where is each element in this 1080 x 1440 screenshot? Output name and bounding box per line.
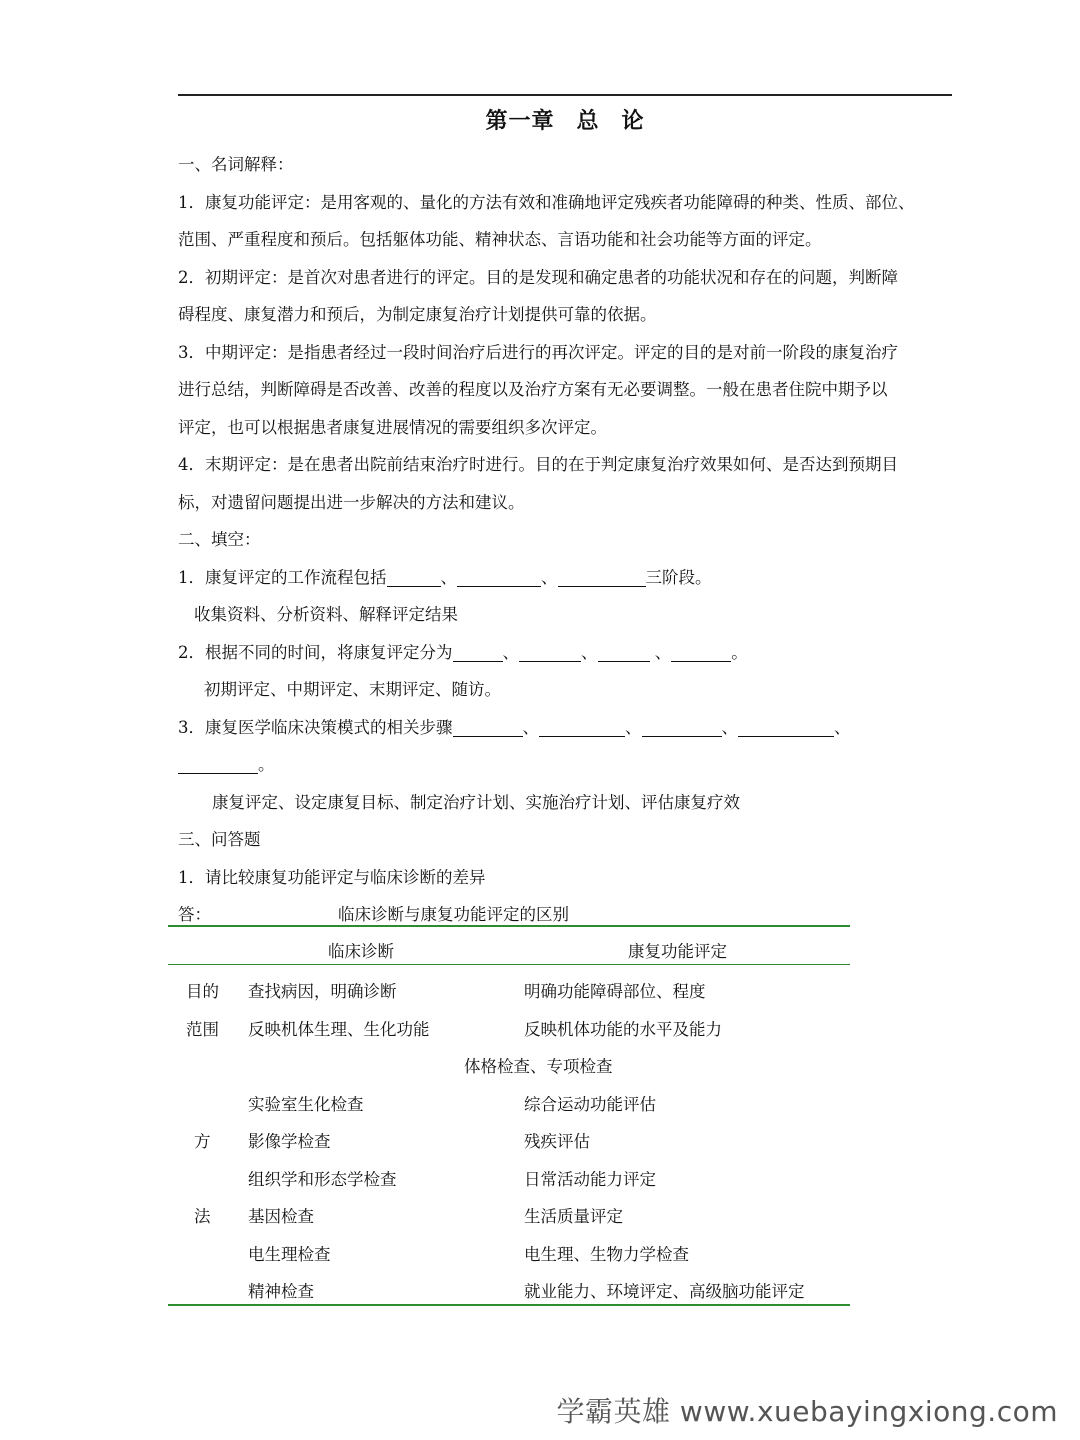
- fill-1-text: 1．康复评定的工作流程包括: [178, 567, 387, 587]
- fill-question-3-cont: [178, 746, 954, 784]
- table-caption: 临床诊断与康复功能评定的区别: [338, 905, 569, 924]
- table-header-rule: [168, 964, 850, 965]
- top-rule: [178, 94, 952, 96]
- purpose-rehab: 明确功能障碍部位、程度: [524, 982, 706, 1001]
- blank: [387, 564, 441, 587]
- method-clinical-5: 电生理检查: [248, 1245, 331, 1264]
- row-label-purpose: 目的: [186, 982, 219, 1001]
- blank: [519, 639, 581, 662]
- definition-3-line-3: 评定，也可以根据患者康复进展情况的需要组织多次评定。: [178, 417, 607, 437]
- purpose-clinical: 查找病因，明确诊断: [248, 982, 397, 1001]
- fill-question-1: [178, 559, 954, 597]
- method-rehab-5: 电生理、生物力学检查: [524, 1245, 689, 1264]
- qa-question-1: 1．请比较康复功能评定与临床诊断的差异: [178, 867, 486, 887]
- separator: 、: [502, 642, 519, 662]
- section-heading-qa: 三、问答题: [178, 830, 261, 849]
- document-body: [178, 146, 954, 934]
- section-heading-fill: 二、填空：: [178, 530, 261, 549]
- blank: [457, 564, 541, 587]
- fill-2-end: 。: [731, 642, 748, 662]
- fill-1-end: 三阶段。: [645, 567, 712, 587]
- method-clinical-3: 组织学和形态学检查: [248, 1170, 397, 1189]
- blank: [558, 564, 646, 587]
- method-rehab-6: 就业能力、环境评定、高级脑功能评定: [524, 1282, 805, 1301]
- table-top-rule: [168, 925, 850, 927]
- separator: 、: [625, 717, 642, 737]
- section-heading-definitions: 一、名词解释：: [178, 155, 294, 174]
- definition-2-line-2: 碍程度、康复潜力和预后，为制定康复治疗计划提供可靠的依据。: [178, 305, 657, 324]
- method-rehab-1: 综合运动功能评估: [524, 1095, 656, 1114]
- row-label-method-1: 方: [194, 1132, 211, 1151]
- definition-3-line-2: 进行总结，判断障碍是否改善、改善的程度以及治疗方案有无必要调整。一般在患者住院中期予以: [178, 380, 888, 399]
- fill-3-text: 3．康复医学临床决策模式的相关步骤: [178, 717, 453, 737]
- blank: [453, 639, 503, 662]
- blank: [738, 714, 834, 737]
- scope-clinical: 反映机体生理、生化功能: [248, 1020, 430, 1039]
- fill-2-text: 2．根据不同的时间，将康复评定分为: [178, 642, 453, 662]
- blank: [671, 639, 731, 662]
- separator: 、: [721, 717, 738, 737]
- separator: 、: [834, 717, 851, 737]
- fill-3-end: 。: [258, 755, 275, 774]
- method-rehab-3: 日常活动能力评定: [524, 1170, 656, 1189]
- method-clinical-4: 基因检查: [248, 1207, 314, 1226]
- fill-answer-1: 收集资料、分析资料、解释评定结果: [194, 605, 458, 624]
- site-watermark: 学霸英雄 www.xuebayingxiong.com: [556, 1395, 1058, 1428]
- method-rehab-4: 生活质量评定: [524, 1207, 623, 1226]
- definition-1-line-2: 范围、严重程度和预后。包括躯体功能、精神状态、言语功能和社会功能等方面的评定。: [178, 230, 822, 249]
- fill-answer-3: 康复评定、设定康复目标、制定治疗计划、实施治疗计划、评估康复疗效: [212, 792, 740, 812]
- definition-4-line-2: 标，对遗留问题提出进一步解决的方法和建议。: [178, 492, 525, 512]
- comparison-table: [168, 925, 850, 1309]
- method-clinical-1: 实验室生化检查: [248, 1095, 364, 1114]
- separator: 、: [581, 642, 598, 662]
- row-label-method-2: 法: [194, 1207, 211, 1226]
- separator: 、: [522, 717, 539, 737]
- blank: [178, 751, 258, 774]
- definition-4-line-1: 4．末期评定：是在患者出院前结束治疗时进行。目的在于判定康复治疗效果如何、是否达到预期目: [178, 455, 898, 474]
- table-bottom-rule: [168, 1304, 850, 1306]
- shared-methods: 体格检查、专项检查: [464, 1057, 613, 1076]
- title-word-1: 总: [576, 108, 600, 134]
- blank: [539, 714, 625, 737]
- title-chapter: 第一章: [485, 108, 555, 134]
- blank: [598, 639, 650, 662]
- definition-3-line-1: 3．中期评定：是指患者经过一段时间治疗后进行的再次评定。评定的目的是对前一阶段的康复治疗: [178, 342, 898, 362]
- method-clinical-6: 精神检查: [248, 1282, 314, 1301]
- row-label-scope: 范围: [186, 1020, 219, 1039]
- blank: [642, 714, 722, 737]
- fill-answer-2: 初期评定、中期评定、末期评定、随访。: [204, 680, 501, 699]
- title-word-2: 论: [621, 108, 645, 134]
- scope-rehab: 反映机体功能的水平及能力: [524, 1020, 722, 1039]
- fill-question-2: [178, 634, 954, 672]
- fill-question-3: [178, 709, 954, 747]
- definition-2-line-1: 2．初期评定：是首次对患者进行的评定。目的是发现和确定患者的功能状况和存在的问题，判断障: [178, 267, 898, 287]
- answer-label: 答：: [178, 905, 211, 924]
- definition-1-line-1: 1．康复功能评定：是用客观的、量化的方法有效和准确地评定残疾者功能障碍的种类、性质、部位、: [178, 192, 915, 212]
- separator: 、: [649, 642, 672, 662]
- header-clinical: 临床诊断: [328, 942, 394, 961]
- chapter-title: [178, 104, 952, 135]
- method-clinical-2: 影像学检查: [248, 1132, 331, 1151]
- blank: [453, 714, 523, 737]
- separator: 、: [541, 567, 558, 587]
- separator: 、: [440, 567, 457, 587]
- method-rehab-2: 残疾评估: [524, 1132, 590, 1151]
- header-rehab: 康复功能评定: [628, 942, 727, 961]
